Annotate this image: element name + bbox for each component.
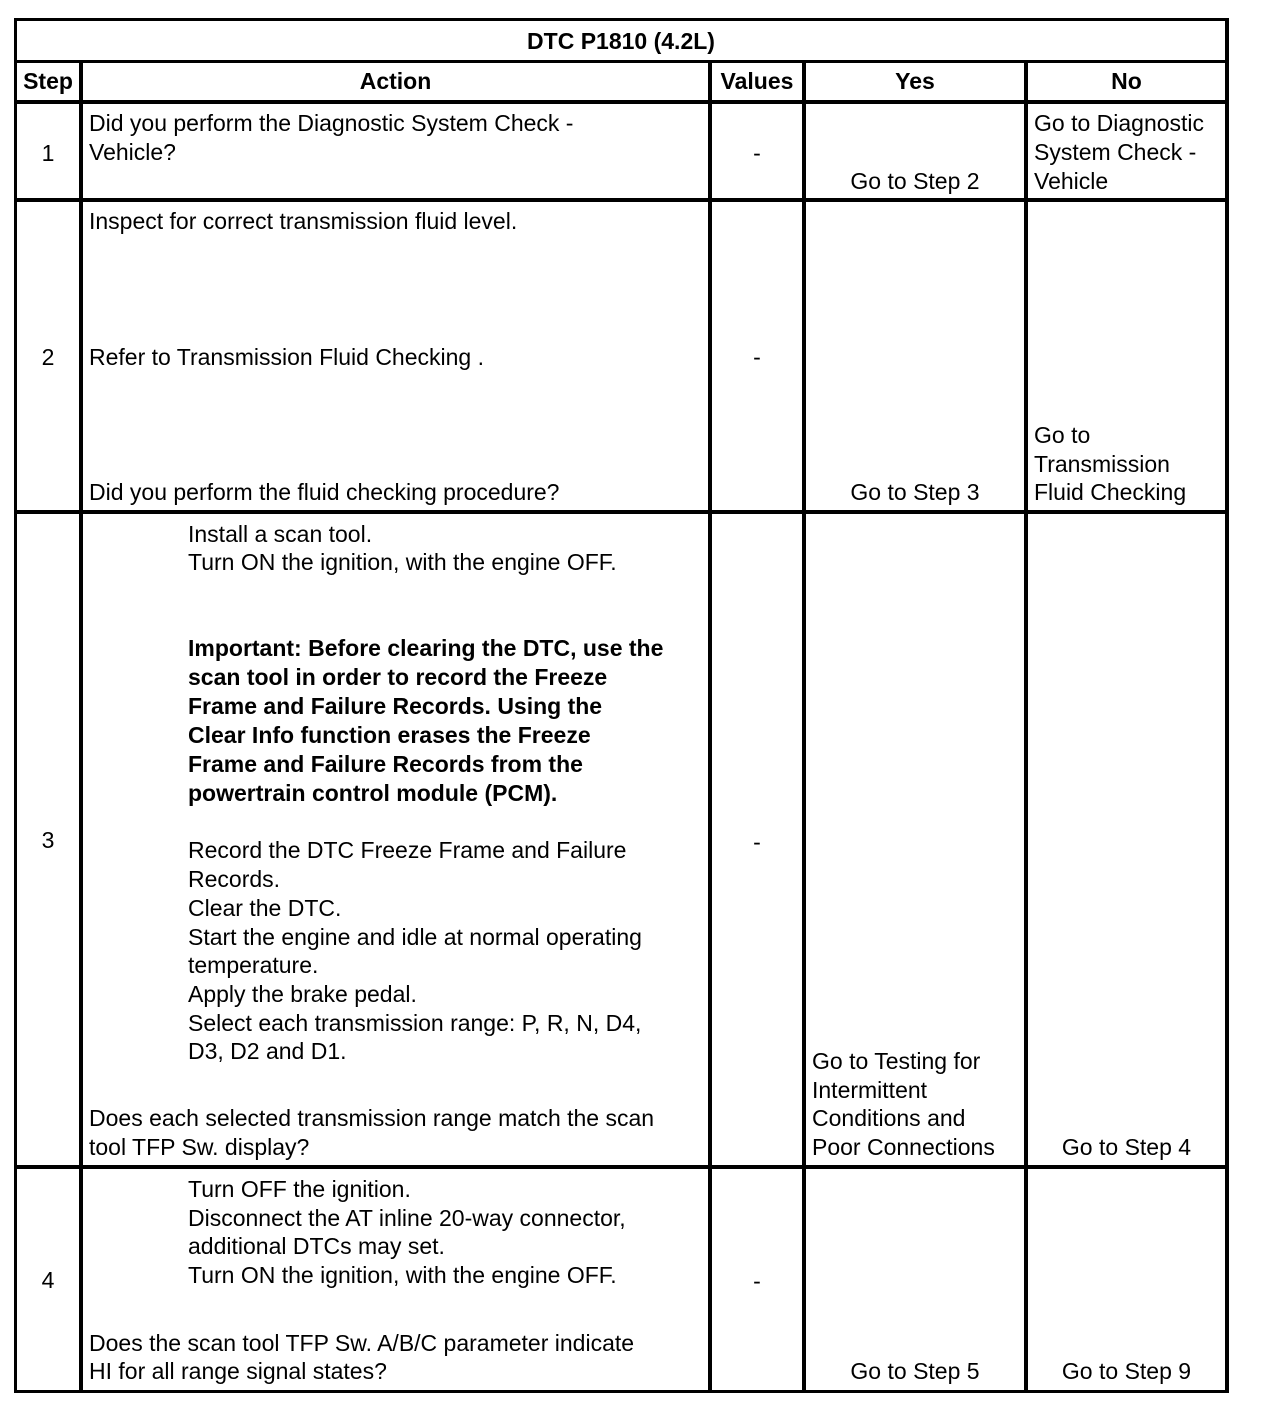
action-question: Does each selected transmission range match the scan: [89, 1105, 655, 1131]
row-divider: [14, 198, 1229, 202]
row-divider: [14, 60, 1229, 63]
values-text: -: [753, 140, 761, 166]
step-number: 4: [41, 1267, 55, 1293]
column-divider: [1024, 60, 1028, 1393]
table-border-top: [14, 18, 1229, 21]
yes-result: Conditions and: [812, 1105, 966, 1131]
yes-result: Poor Connections: [812, 1134, 995, 1160]
yes-result: Go to Testing for: [812, 1048, 981, 1074]
procedure-step: Records.: [188, 866, 281, 892]
values-text: -: [753, 344, 761, 370]
yes-result: Go to Step 3: [850, 479, 980, 505]
values-text: -: [753, 829, 761, 855]
header-values: Values: [720, 68, 794, 94]
no-result: Go to Step 9: [1061, 1358, 1192, 1384]
no-result: Fluid Checking: [1034, 479, 1187, 505]
row-divider: [14, 1165, 1229, 1169]
procedure-step: Disconnect the AT inline 20-way connector,: [188, 1205, 626, 1231]
row-divider: [14, 100, 1229, 104]
action-text: Refer to Transmission Fluid Checking .: [89, 344, 484, 370]
procedure-step: Install a scan tool.: [188, 521, 373, 547]
no-result: Go to: [1034, 422, 1091, 448]
no-result: Go to Diagnostic: [1034, 110, 1205, 136]
procedure-step: Turn ON the ignition, with the engine OFF.: [188, 549, 617, 575]
procedure-step: Apply the brake pedal.: [188, 981, 417, 1007]
yes-result: Go to Step 5: [850, 1358, 980, 1384]
important-note: Frame and Failure Records. Using the: [188, 693, 603, 719]
important-note: scan tool in order to record the Freeze: [188, 664, 608, 690]
action-text: Did you perform the Diagnostic System Check -: [89, 110, 574, 136]
table-border-bottom: [14, 1390, 1229, 1393]
column-divider: [802, 60, 806, 1393]
action-question: Does the scan tool TFP Sw. A/B/C parameter indicate: [89, 1330, 635, 1356]
no-result: System Check -: [1034, 139, 1197, 165]
important-note: Clear Info function erases the Freeze: [188, 722, 591, 748]
procedure-step: Clear the DTC.: [188, 895, 342, 921]
procedure-step: Record the DTC Freeze Frame and Failure: [188, 837, 627, 863]
step-number: 1: [41, 140, 55, 166]
procedure-step: Start the engine and idle at normal operating: [188, 924, 642, 950]
no-result: Vehicle: [1034, 168, 1109, 194]
action-question: Did you perform the fluid checking procedure?: [89, 479, 560, 505]
no-result: Go to Step 4: [1061, 1134, 1192, 1160]
header-action: Action: [359, 68, 432, 94]
table-border-left: [14, 18, 17, 1393]
action-question: tool TFP Sw. display?: [89, 1134, 310, 1160]
yes-result: Intermittent: [812, 1077, 928, 1103]
step-number: 2: [41, 344, 55, 370]
header-step: Step: [23, 68, 73, 94]
procedure-step: temperature.: [188, 952, 319, 978]
procedure-step: D3, D2 and D1.: [188, 1038, 347, 1064]
table-title: DTC P1810 (4.2L): [527, 28, 715, 54]
action-question: HI for all range signal states?: [89, 1358, 387, 1384]
procedure-step: Turn ON the ignition, with the engine OFF.: [188, 1262, 617, 1288]
no-result: Transmission: [1034, 451, 1170, 477]
procedure-step: Turn OFF the ignition.: [188, 1176, 411, 1202]
header-yes: Yes: [895, 68, 935, 94]
step-number: 3: [41, 827, 55, 853]
column-divider: [79, 60, 83, 1393]
yes-result: Go to Step 2: [850, 168, 980, 194]
values-text: -: [753, 1268, 761, 1294]
procedure-step: Select each transmission range: P, R, N, D4,: [188, 1010, 642, 1036]
table-border-right: [1225, 18, 1229, 1393]
procedure-step: additional DTCs may set.: [188, 1233, 445, 1259]
row-divider: [14, 510, 1229, 514]
important-note: powertrain control module (PCM).: [188, 780, 558, 806]
header-no: No: [1111, 68, 1142, 94]
action-text: Inspect for correct transmission fluid level.: [89, 208, 518, 234]
important-note: Important: Before clearing the DTC, use the: [188, 635, 664, 661]
action-text: Vehicle?: [89, 139, 176, 165]
column-divider: [708, 60, 712, 1393]
important-note: Frame and Failure Records from the: [188, 751, 583, 777]
